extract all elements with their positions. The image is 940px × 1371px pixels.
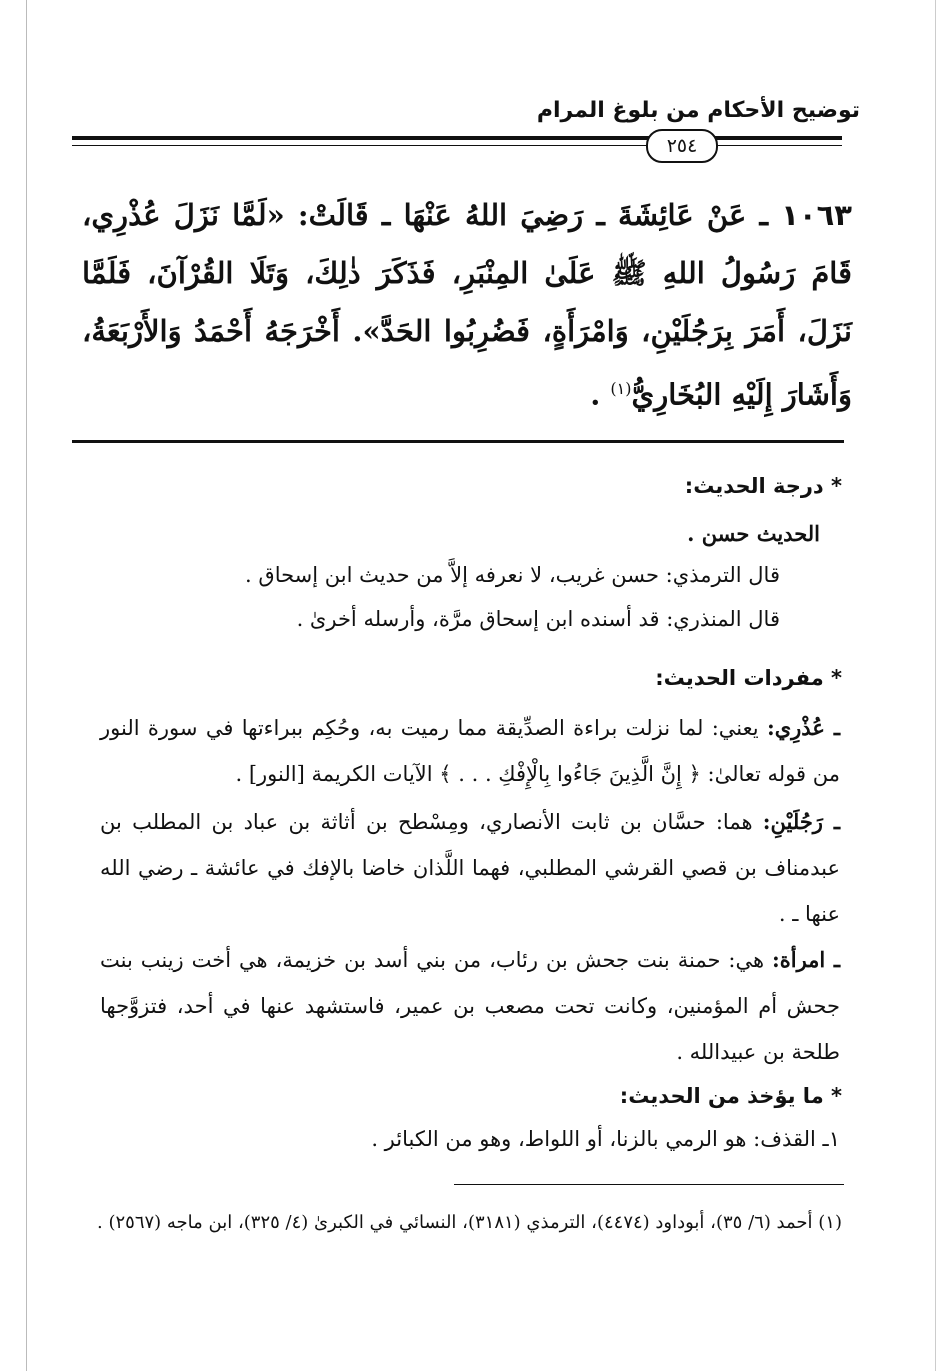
vocab-term: ـ عُذْرِي: bbox=[766, 715, 840, 740]
vocab-term: ـ امرأة: bbox=[772, 947, 840, 972]
grade-verdict: الحديث حسن . bbox=[687, 521, 820, 546]
footnote-reference: (١) bbox=[610, 379, 632, 398]
grade-mundhiri: قال المنذري: قد أسنده ابن إسحاق مرَّة، وأرسله أخرىٰ . bbox=[296, 607, 780, 631]
hadith-body: ـ عَنْ عَائِشَةَ ـ رَضِيَ اللهُ عَنْهَا ـ قَالَتْ: «لَمَّا نَزَلَ عُذْرِي، قَامَ رَسُولُ اللهِ ﷺ عَلَىٰ المِنْبَرِ، فَذَكَرَ ذٰلِكَ، وَتَلَا القُرْآنَ، فَلَمَّا نَزَلَ، أَمَرَ بِرَجُلَيْنِ، وَامْرَأَةٍ، فَضُرِبُوا الحَدَّ». أَخْرَجَهُ أَحْمَدُ وَالأَرْبَعَةُ، وَأَشَارَ إِلَيْهِ البُخَارِيُّ bbox=[82, 198, 852, 412]
vocab-item-rajulayn bbox=[100, 799, 840, 937]
vocab-definition: هما: حسَّان بن ثابت الأنصاري، ومِسْطح بن أثاثة بن عباد بن المطلب بن عبدمناف بن قصي القرشي المطلبي، فهما اللَّذان خاضا بالإفك في عائشة ـ رضي الله عنها ـ . bbox=[100, 810, 840, 926]
header-rule-bottom bbox=[72, 145, 842, 146]
hadith-text bbox=[82, 186, 852, 424]
vocab-term: ـ رَجُلَيْنِ: bbox=[762, 809, 840, 834]
footnote-rule bbox=[454, 1184, 844, 1185]
hadith-end: . bbox=[590, 377, 611, 412]
vocab-item-udhri bbox=[100, 705, 840, 797]
vocab-heading: * مفردات الحديث: bbox=[655, 666, 842, 690]
page-edge-left bbox=[26, 0, 27, 1371]
running-title: توضيح الأحكام من بلوغ المرام bbox=[536, 98, 860, 123]
lesson-item-1: ١ـ القذف: هو الرمي بالزنا، أو اللواط، وهو من الكبائر . bbox=[371, 1127, 840, 1151]
vocab-item-imraa bbox=[100, 937, 840, 1075]
vocab-definition: يعني: لما نزلت براءة الصدِّيقة مما رميت به، وحُكِم ببراءتها في سورة النور من قوله تعالىٰ: ﴿ إِنَّ الَّذِينَ جَاءُوا بِالْإِفْكِ . . . ﴾ الآيات الكريمة [النور] . bbox=[100, 716, 840, 786]
hadith-number: ١٠٦٣ bbox=[781, 198, 852, 232]
footnote: (١) أحمد (٦/ ٣٥)، أبوداود (٤٤٧٤)، الترمذي (٣١٨١)، النسائي في الكبرىٰ (٤/ ٣٢٥)، ابن ماجه (٢٥٦٧) . bbox=[97, 1212, 842, 1233]
grade-heading: * درجة الحديث: bbox=[684, 474, 842, 498]
lessons-heading: * ما يؤخذ من الحديث: bbox=[619, 1084, 842, 1108]
header-rule-top bbox=[72, 136, 842, 140]
page-edge-right bbox=[935, 0, 936, 1371]
vocab-definition: هي: حمنة بنت جحش بن رئاب، من بني أسد بن خزيمة، هي أخت زينب بنت جحش أم المؤمنين، وكانت تحت مصعب بن عمير، فاستشهد عنها في أحد، فتزوَّجها طلحة بن عبيدالله . bbox=[100, 948, 840, 1064]
page-number: ٢٥٤ bbox=[646, 129, 718, 163]
grade-tirmidhi: قال الترمذي: حسن غريب، لا نعرفه إلاَّ من حديث ابن إسحاق . bbox=[245, 563, 780, 587]
section-divider bbox=[72, 440, 844, 443]
